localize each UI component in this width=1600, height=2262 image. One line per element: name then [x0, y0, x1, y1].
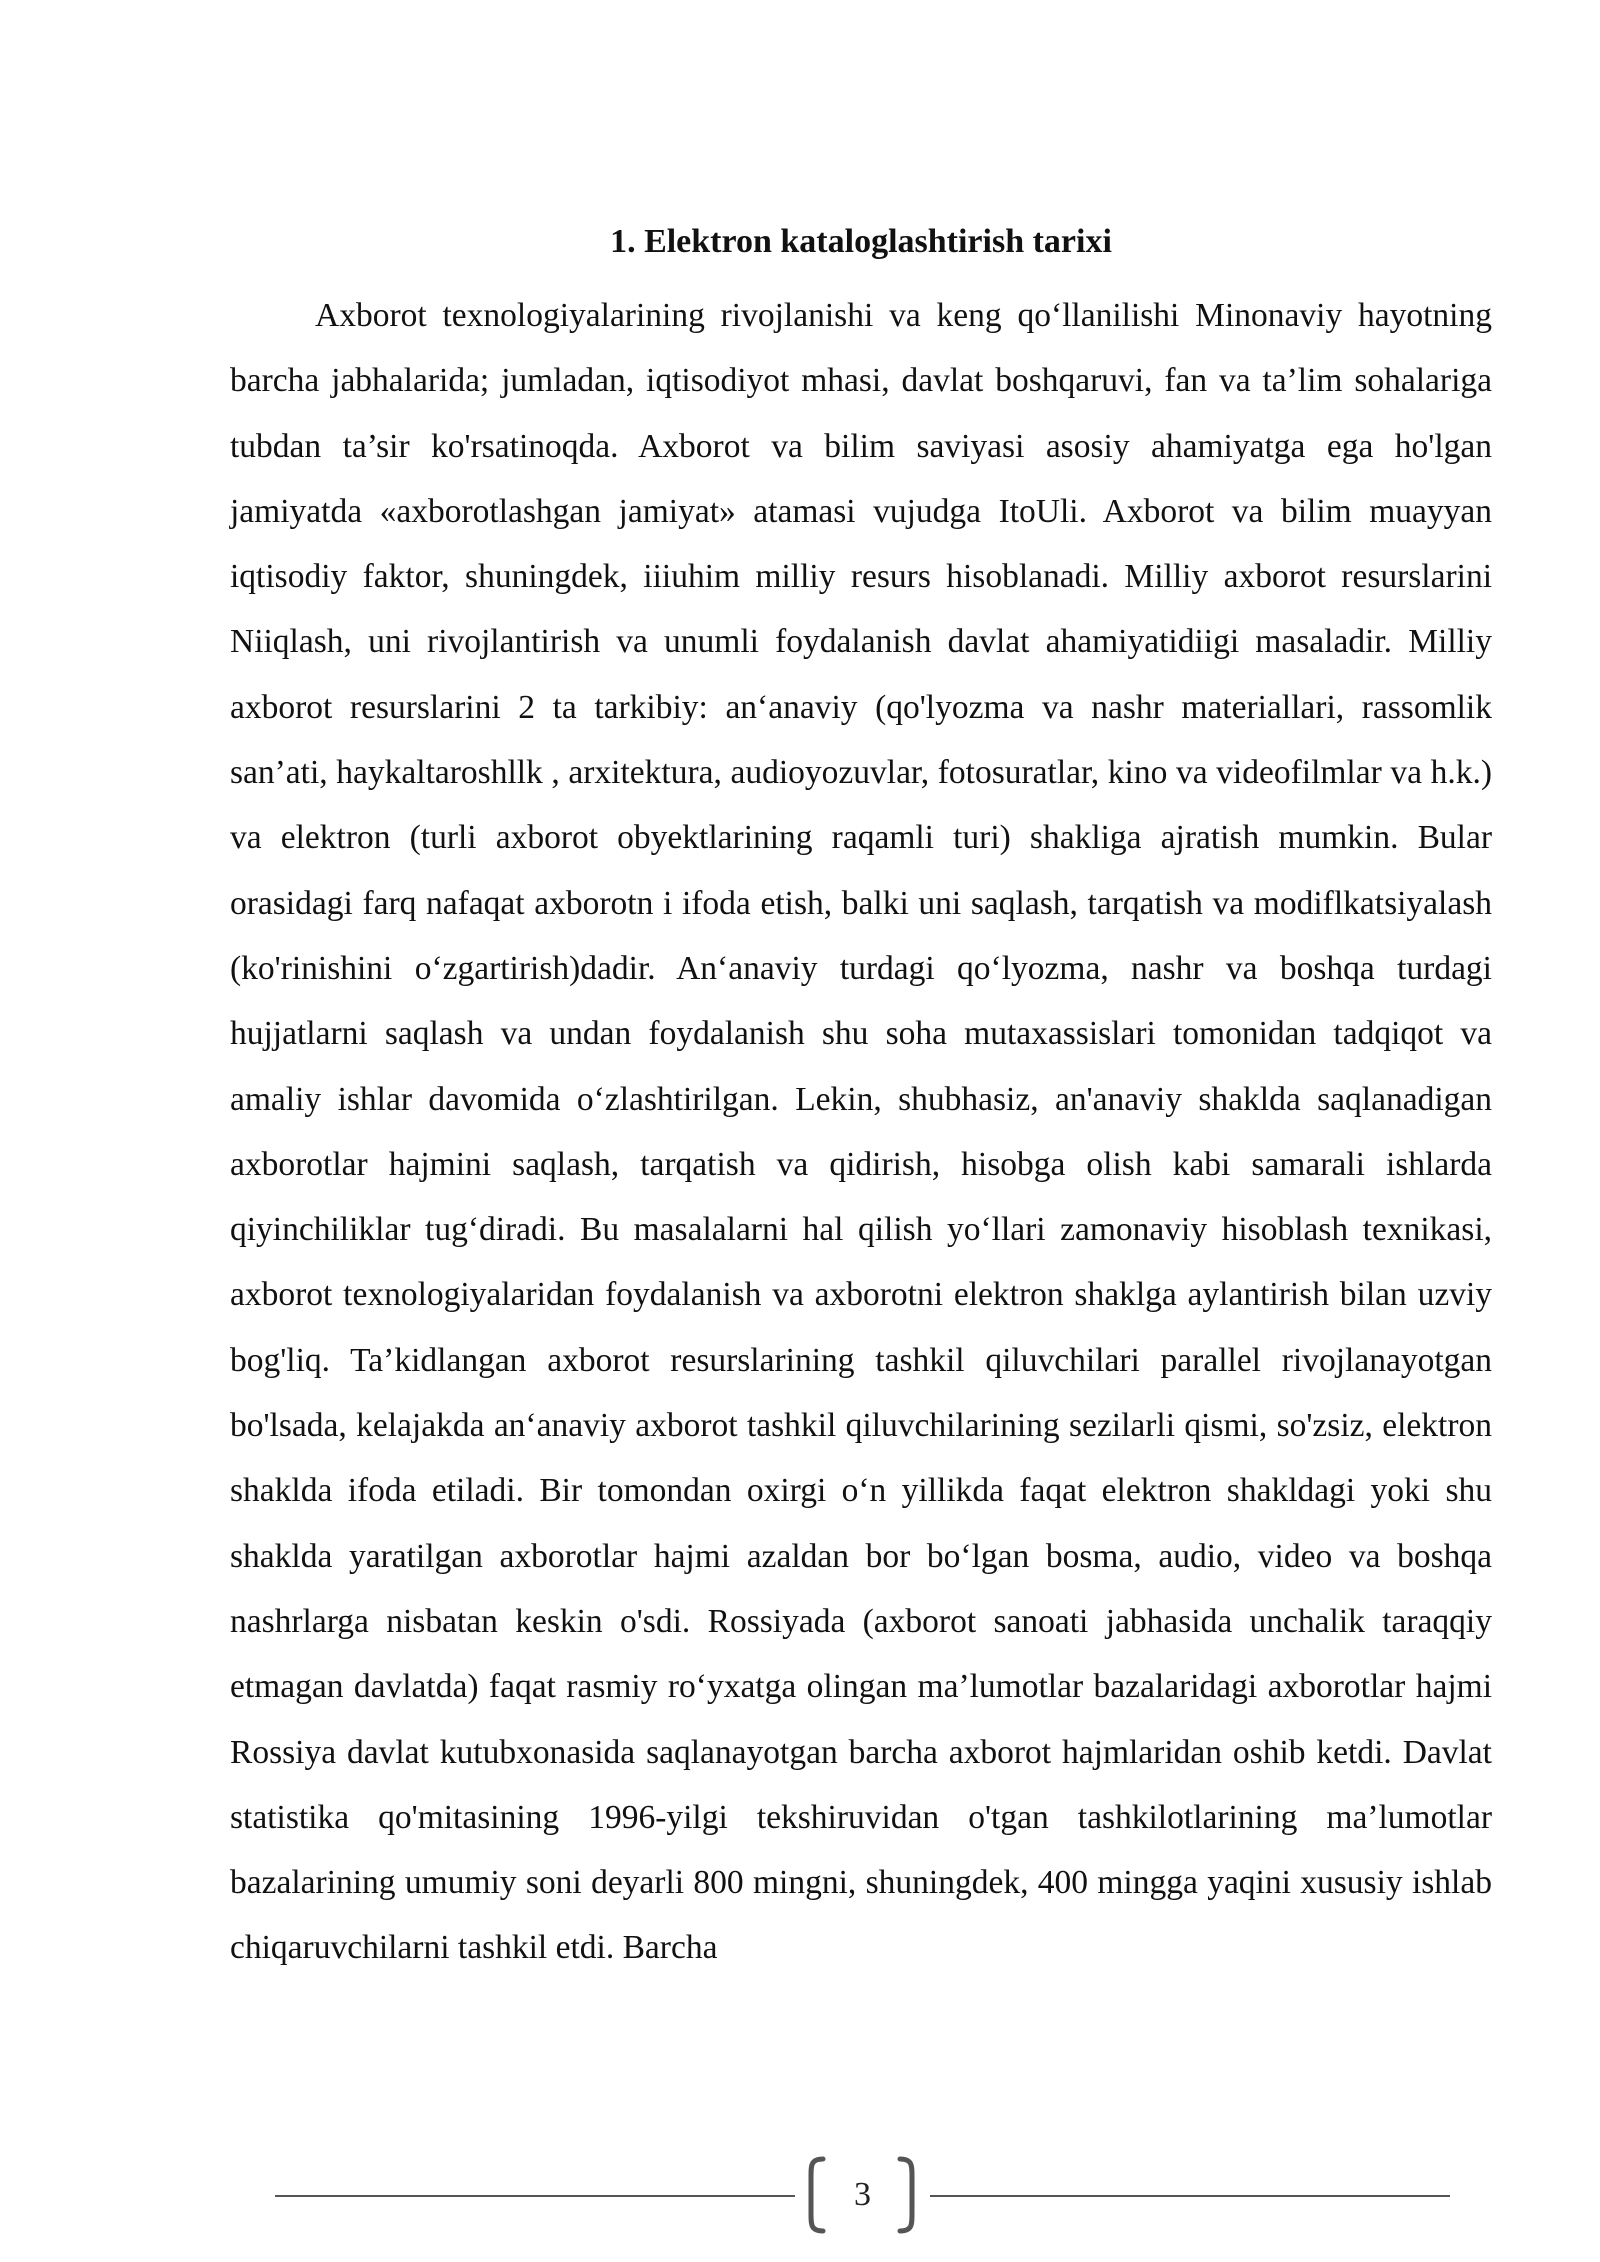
page-number: 3: [854, 2176, 871, 2213]
body-paragraph: Axborot texnologiyalarining rivojlanishi va keng qo‘llanilishi Minonaviy hayotning barcha jabhalarida; jumladan, iqtisodiyot mhasi, davlat boshqaruvi, fan va ta’lim sohalariga tubdan ta’sir ko'rsatinoqda. Axborot va bilim saviyasi asosiy ahamiyatga ega ho'lgan jamiyatda «axborotlashgan jamiyat» atamasi vujudga ItoUli. Axborot va bilim muayyan iqtisodiy faktor, shuningdek, iiiuhim milliy resurs hisoblanadi. Milliy axborot resurslarini Niiqlash, uni rivojlantirish va unumli foydalanish davlat ahamiyatidiigi masaladir. Milliy axborot resurslarini 2 ta tarkibiy: an‘anaviy (qo'lyozma va nashr materiallari, rassomlik san’ati, haykaltaroshllk , arxitektura, audioyozuvlar, fotosuratlar, kino va videofilmlar va h.k.) va elektron (turli axborot obyektlarining raqamli turi) shakliga ajratish mumkin. Bular orasidagi farq nafaqat axborotn i ifoda etish, balki uni saqlash, tarqatish va modiflkatsiyalash (ko'rinishini o‘zgartirish)dadir. An‘anaviy turdagi qo‘lyozma, nashr va boshqa turdagi hujjatlarni saqlash va undan foydalanish shu soha mutaxassislari tomonidan tadqiqot va amaliy ishlar davomida o‘zlashtirilgan. Lekin, shubhasiz, an'anaviy shaklda saqlanadigan axborotlar hajmini saqlash, tarqatish va qidirish, hisobga olish kabi samarali ishlarda qiyinchiliklar tug‘diradi. Bu masalalarni hal qilish yo‘llari zamonaviy hisoblash texnikasi, axborot texnologiyalaridan foydalanish va axborotni elektron shaklga aylantirish bilan uzviy bog'liq. Ta’kidlangan axborot resurslarining tashkil qiluvchilari parallel rivojlanayotgan bo'lsada, kelajakda an‘anaviy axborot tashkil qiluvchilarining sezilarli qismi, so'zsiz, elektron shaklda ifoda etiladi. Bir tomondan oxirgi o‘n yillikda faqat elektron shakldagi yoki shu shaklda yaratilgan axborotlar hajmi azaldan bor bo‘lgan bosma, audio, video va boshqa nashrlarga nisbatan keskin o'sdi. Rossiyada (axborot sanoati jabhasida unchalik taraqqiy etmagan davlatda) faqat rasmiy ro‘yxatga olingan ma’lumotlar bazalaridagi axborotlar hajmi Rossiya davlat kutubxonasida saqlanayotgan barcha axborot hajmlaridan oshib ketdi. Davlat statistika qo'mitasining 1996-yilgi tekshiruvidan o'tgan tashkilotlarining ma’lumotlar bazalarining umumiy soni deyarli 800 mingni, shuningdek, 400 mingga yaqini xususiy ishlab chiqaruvchilarni tashkil etdi. Barcha: [230, 297, 1492, 1967]
right-bracket-icon: [890, 2155, 930, 2235]
footer-rule-left: [275, 2195, 795, 2197]
section-title: 1. Elektron kataloglashtirish tarixi: [610, 223, 1112, 260]
footer-rule-right: [930, 2195, 1450, 2197]
page-footer: [275, 2155, 1450, 2235]
